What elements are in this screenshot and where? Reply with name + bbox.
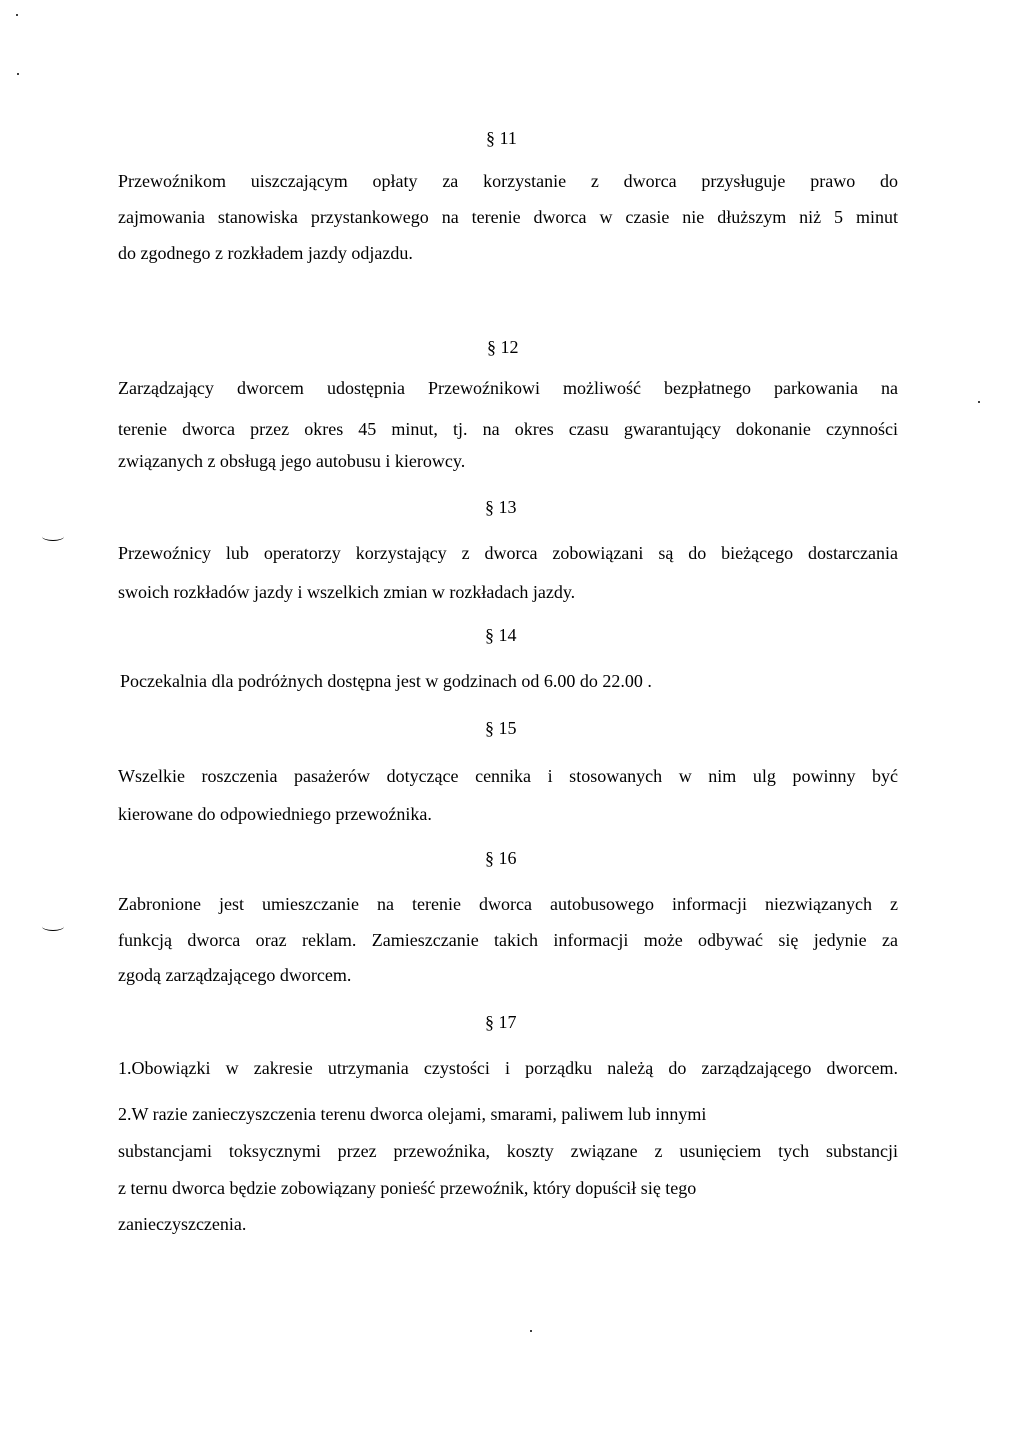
paragraph-line: związanych z obsługą jego autobusu i kierowcy. <box>118 451 466 471</box>
paragraph-line: terenie dworca przez okres 45 minut, tj. na okres czasu gwarantujący dokonanie czynności <box>118 419 898 439</box>
paragraph-line: zgodą zarządzającego dworcem. <box>118 965 352 985</box>
paragraph-line: 1.Obowiązki w zakresie utrzymania czystości i porządku należą do zarządzającego dworcem. <box>118 1058 898 1078</box>
paragraph-line: Przewoźnicy lub operatorzy korzystający z dworca zobowiązani są do bieżącego dostarczania <box>118 543 898 563</box>
section-heading: § 14 <box>485 625 517 645</box>
section-heading: § 13 <box>485 497 517 517</box>
scan-speck <box>16 14 18 16</box>
section-heading: § 15 <box>485 718 517 738</box>
paragraph-line: 2.W razie zanieczyszczenia terenu dworca olejami, smarami, paliwem lub innymi <box>118 1104 707 1124</box>
paragraph-line: funkcją dworca oraz reklam. Zamieszczanie takich informacji może odbywać się jedynie za <box>118 930 898 950</box>
paragraph-line: zanieczyszczenia. <box>118 1214 247 1234</box>
paragraph-line: kierowane do odpowiedniego przewoźnika. <box>118 804 432 824</box>
section-heading: § 17 <box>485 1012 517 1032</box>
section-heading: § 11 <box>486 128 517 148</box>
scan-speck <box>978 401 980 403</box>
paragraph-line: Zarządzający dworcem udostępnia Przewoźnikowi możliwość bezpłatnego parkowania na <box>118 378 898 398</box>
margin-mark <box>42 922 64 931</box>
scan-speck <box>530 1330 532 1332</box>
margin-mark <box>42 532 64 541</box>
paragraph-line: swoich rozkładów jazdy i wszelkich zmian w rozkładach jazdy. <box>118 582 576 602</box>
paragraph-line: Poczekalnia dla podróżnych dostępna jest w godzinach od 6.00 do 22.00 . <box>120 671 652 691</box>
paragraph-line: Przewoźnikom uiszczającym opłaty za korzystanie z dworca przysługuje prawo do <box>118 171 898 191</box>
paragraph-line: Wszelkie roszczenia pasażerów dotyczące cennika i stosowanych w nim ulg powinny być <box>118 766 898 786</box>
section-heading: § 16 <box>485 848 517 868</box>
scan-speck <box>17 73 19 75</box>
paragraph-line: do zgodnego z rozkładem jazdy odjazdu. <box>118 243 413 263</box>
section-heading: § 12 <box>487 337 519 357</box>
paragraph-line: z ternu dworca będzie zobowiązany ponieść przewoźnik, który dopuścił się tego <box>118 1178 697 1198</box>
paragraph-line: zajmowania stanowiska przystankowego na terenie dworca w czasie nie dłuższym niż 5 minut <box>118 207 898 227</box>
paragraph-line: Zabronione jest umieszczanie na terenie dworca autobusowego informacji niezwiązanych z <box>118 894 898 914</box>
paragraph-line: substancjami toksycznymi przez przewoźnika, koszty związane z usunięciem tych substancji <box>118 1141 898 1161</box>
